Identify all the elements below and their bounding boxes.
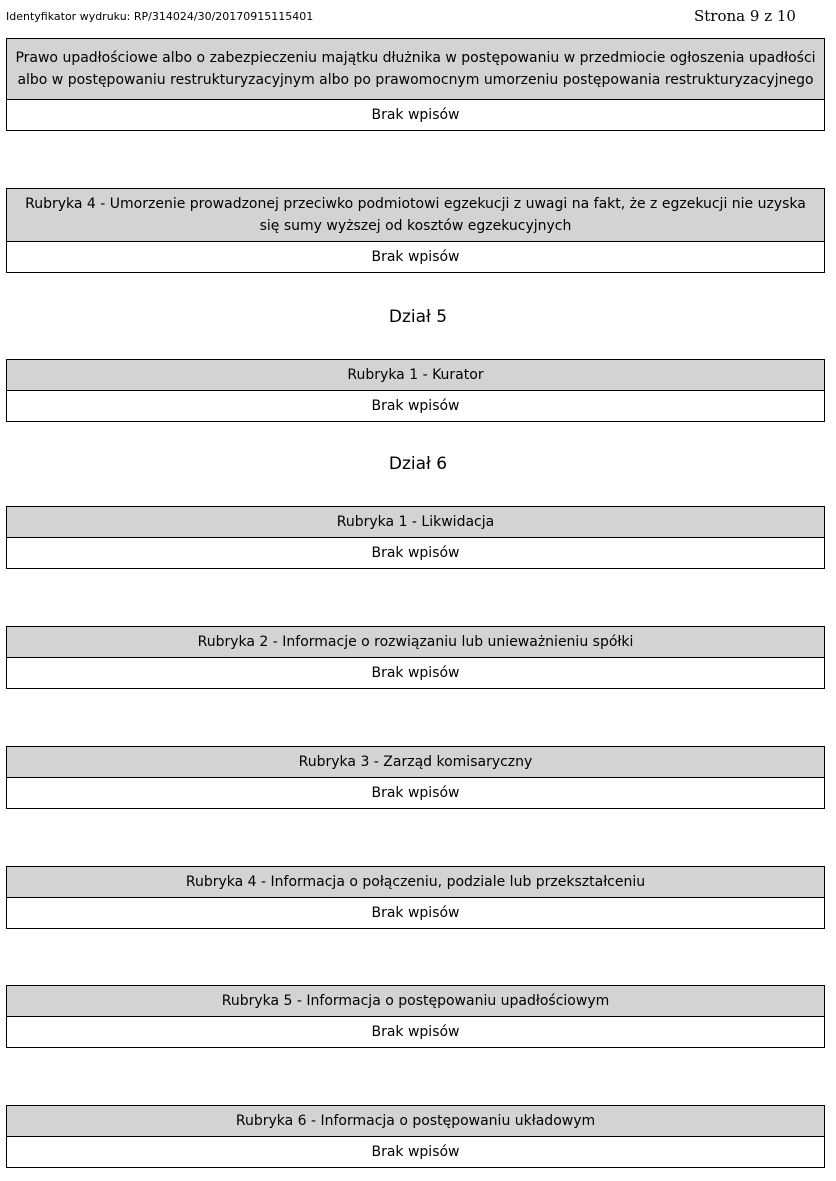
section-title: Rubryka 4 - Umorzenie prowadzonej przeciwko podmiotowi egzekucji z uwagi na fakt, że z egzekucji nie uzyska się sumy wyższej od kosztów egzekucyjnych bbox=[6, 188, 825, 242]
section-title: Rubryka 5 - Informacja o postępowaniu upadłościowym bbox=[6, 985, 825, 1017]
section-title: Rubryka 4 - Informacja o połączeniu, podziale lub przekształceniu bbox=[6, 866, 825, 898]
section-title: Rubryka 2 - Informacje o rozwiązaniu lub unieważnieniu spółki bbox=[6, 626, 825, 658]
section-title: Rubryka 1 - Kurator bbox=[6, 359, 825, 391]
section-rubryka-4-umorzenie bbox=[6, 188, 825, 273]
division-heading-5: Dział 5 bbox=[388, 307, 448, 327]
section-content: Brak wpisów bbox=[6, 538, 825, 569]
section-rubryka-3-zarzad bbox=[6, 746, 825, 809]
section-rubryka-6-uklad bbox=[6, 1105, 825, 1168]
section-title: Rubryka 6 - Informacja o postępowaniu układowym bbox=[6, 1105, 825, 1137]
section-content: Brak wpisów bbox=[6, 778, 825, 809]
section-title: Rubryka 1 - Likwidacja bbox=[6, 506, 825, 538]
section-content: Brak wpisów bbox=[6, 658, 825, 689]
section-title: Rubryka 3 - Zarząd komisaryczny bbox=[6, 746, 825, 778]
section-content: Brak wpisów bbox=[6, 1137, 825, 1168]
section-content: Brak wpisów bbox=[6, 391, 825, 422]
section-rubryka-1-likwidacja bbox=[6, 506, 825, 569]
section-content: Brak wpisów bbox=[6, 1017, 825, 1048]
section-rubryka-1-kurator bbox=[6, 359, 825, 422]
section-rubryka-2-rozwiazanie bbox=[6, 626, 825, 689]
section-content: Brak wpisów bbox=[6, 242, 825, 273]
section-rubryka-5-upadlosc bbox=[6, 985, 825, 1048]
section-content: Brak wpisów bbox=[6, 100, 825, 131]
page-number: Strona 9 z 10 bbox=[694, 7, 796, 25]
division-heading-6: Dział 6 bbox=[388, 454, 448, 474]
section-restructuring-law bbox=[6, 38, 825, 131]
section-title: Prawo upadłościowe albo o zabezpieczeniu majątku dłużnika w postępowaniu w przedmiocie ogłoszenia upadłości albo w postępowaniu restrukturyzacyjnym albo po prawomocnym umorzeniu postępowania restrukturyzacyjnego bbox=[6, 38, 825, 100]
section-rubryka-4-polaczenie bbox=[6, 866, 825, 929]
section-content: Brak wpisów bbox=[6, 898, 825, 929]
print-identifier: Identyfikator wydruku: RP/314024/30/20170915115401 bbox=[6, 10, 314, 23]
